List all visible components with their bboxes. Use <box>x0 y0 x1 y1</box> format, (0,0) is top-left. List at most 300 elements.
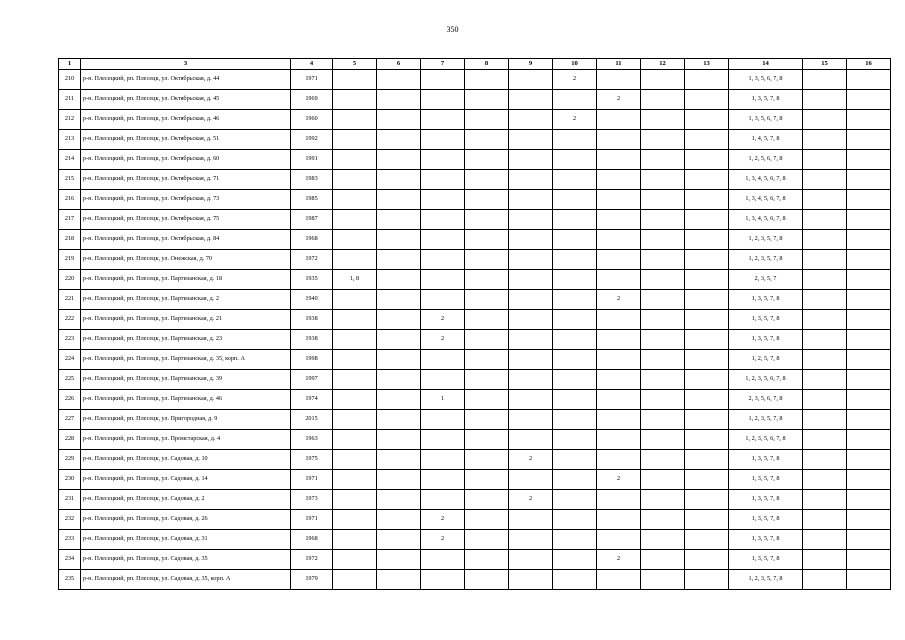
table-cell <box>333 130 377 150</box>
table-cell <box>597 310 641 330</box>
table-cell <box>641 210 685 230</box>
table-cell <box>509 430 553 450</box>
column-header: 3 <box>81 59 291 70</box>
table-row <box>59 150 891 170</box>
year-cell: 1985 <box>291 190 333 210</box>
row-number-cell: 227 <box>59 410 81 430</box>
table-cell <box>847 490 891 510</box>
table-cell <box>465 190 509 210</box>
table-cell <box>333 250 377 270</box>
row-number-cell: 215 <box>59 170 81 190</box>
table-row <box>59 490 891 510</box>
table-cell <box>553 310 597 330</box>
table-cell: 2, 3, 5, 7 <box>729 270 803 290</box>
table-row <box>59 370 891 390</box>
table-cell <box>421 70 465 90</box>
table-row <box>59 130 891 150</box>
column-header: 8 <box>465 59 509 70</box>
year-cell: 1991 <box>291 150 333 170</box>
table-cell: 1, 8 <box>333 270 377 290</box>
table-cell <box>421 210 465 230</box>
table-cell <box>847 70 891 90</box>
table-cell <box>509 550 553 570</box>
table-cell <box>803 390 847 410</box>
table-cell <box>803 570 847 590</box>
address-cell: р-н. Плесецкий, рп. Плесецк, ул. Партизанская, д. 18 <box>81 270 291 290</box>
table-cell <box>333 90 377 110</box>
row-number-cell: 220 <box>59 270 81 290</box>
table-cell <box>597 250 641 270</box>
table-cell <box>553 430 597 450</box>
table-cell <box>847 110 891 130</box>
table-row <box>59 430 891 450</box>
table-cell <box>685 250 729 270</box>
table-body <box>59 70 891 590</box>
table-cell <box>597 150 641 170</box>
table-cell <box>685 130 729 150</box>
table-cell <box>803 190 847 210</box>
table-cell <box>553 90 597 110</box>
table-cell <box>509 90 553 110</box>
year-cell: 1938 <box>291 330 333 350</box>
table-row <box>59 390 891 410</box>
table-cell <box>377 470 421 490</box>
table-cell <box>685 390 729 410</box>
table-cell: 2 <box>421 510 465 530</box>
table-cell <box>553 210 597 230</box>
table-cell <box>465 70 509 90</box>
year-cell: 1935 <box>291 270 333 290</box>
table-cell: 2 <box>509 490 553 510</box>
address-cell: р-н. Плесецкий, рп. Плесецк, ул. Октябрьская, д. 46 <box>81 110 291 130</box>
table-cell <box>553 250 597 270</box>
table-cell <box>509 530 553 550</box>
table-cell <box>847 450 891 470</box>
column-header: 7 <box>421 59 465 70</box>
table-cell <box>465 170 509 190</box>
table-cell: 1, 2, 3, 5, 7, 8 <box>729 570 803 590</box>
table-cell <box>847 470 891 490</box>
table-row <box>59 70 891 90</box>
table-cell <box>553 490 597 510</box>
table-cell <box>553 150 597 170</box>
table-cell: 1, 2, 3, 5, 6, 7, 8 <box>729 370 803 390</box>
table-cell <box>553 170 597 190</box>
table-cell: 2 <box>597 90 641 110</box>
table-cell <box>465 330 509 350</box>
table-cell <box>509 350 553 370</box>
table-cell <box>509 210 553 230</box>
table-cell <box>685 510 729 530</box>
table-cell <box>509 250 553 270</box>
table-cell <box>553 370 597 390</box>
table-row <box>59 470 891 490</box>
table-cell <box>333 510 377 530</box>
table-cell <box>553 350 597 370</box>
table-cell <box>509 150 553 170</box>
table-cell <box>803 210 847 230</box>
table-cell <box>641 230 685 250</box>
table-cell: 1, 3, 5, 6, 7, 8 <box>729 110 803 130</box>
row-number-cell: 221 <box>59 290 81 310</box>
address-cell: р-н. Плесецкий, рп. Плесецк, ул. Садовая, д. 35 <box>81 550 291 570</box>
table-cell <box>333 210 377 230</box>
table-cell <box>465 450 509 470</box>
table-cell <box>465 270 509 290</box>
table-cell <box>803 90 847 110</box>
year-cell: 1992 <box>291 130 333 150</box>
table-cell <box>377 510 421 530</box>
table-cell <box>685 230 729 250</box>
table-cell <box>465 470 509 490</box>
table-row <box>59 310 891 330</box>
table-cell <box>377 130 421 150</box>
row-number-cell: 218 <box>59 230 81 250</box>
table-cell <box>333 470 377 490</box>
row-number-cell: 231 <box>59 490 81 510</box>
table-cell: 2 <box>553 70 597 90</box>
table-cell <box>597 70 641 90</box>
table-cell: 2 <box>553 110 597 130</box>
table-cell <box>847 370 891 390</box>
table-cell <box>641 390 685 410</box>
table-cell <box>641 530 685 550</box>
table-cell <box>685 550 729 570</box>
table-cell <box>509 190 553 210</box>
table-row <box>59 270 891 290</box>
table-cell <box>333 410 377 430</box>
table-cell <box>333 550 377 570</box>
table-cell <box>641 410 685 430</box>
table-cell <box>685 210 729 230</box>
table-row <box>59 230 891 250</box>
table-cell <box>333 190 377 210</box>
table-cell <box>847 390 891 410</box>
table-cell <box>465 90 509 110</box>
table-cell: 1, 3, 5, 7, 8 <box>729 510 803 530</box>
table-cell <box>597 490 641 510</box>
table-cell: 1, 3, 5, 7, 8 <box>729 90 803 110</box>
table-cell <box>333 570 377 590</box>
row-number-cell: 225 <box>59 370 81 390</box>
table-cell <box>333 150 377 170</box>
table-cell <box>421 130 465 150</box>
table-row <box>59 510 891 530</box>
table-cell <box>509 410 553 430</box>
table-cell <box>641 510 685 530</box>
table-cell <box>685 110 729 130</box>
address-cell: р-н. Плесецкий, рп. Плесецк, ул. Партизанская, д. 21 <box>81 310 291 330</box>
table-cell <box>847 230 891 250</box>
table-cell <box>377 330 421 350</box>
table-cell <box>553 330 597 350</box>
table-cell: 1, 2, 5, 7, 8 <box>729 350 803 370</box>
table-cell <box>685 330 729 350</box>
table-row <box>59 250 891 270</box>
table-cell <box>421 110 465 130</box>
table-cell <box>553 570 597 590</box>
table-cell: 1, 2, 3, 5, 7, 8 <box>729 410 803 430</box>
address-cell: р-н. Плесецкий, рп. Плесецк, ул. Садовая, д. 26 <box>81 510 291 530</box>
table-cell <box>685 350 729 370</box>
table-cell <box>465 130 509 150</box>
table-cell <box>641 330 685 350</box>
table-cell <box>803 270 847 290</box>
table-cell <box>641 450 685 470</box>
table-cell: 1, 2, 3, 5, 7, 8 <box>729 250 803 270</box>
year-cell: 1973 <box>291 490 333 510</box>
table-cell <box>377 110 421 130</box>
page-number: 350 <box>446 25 459 34</box>
table-cell <box>685 410 729 430</box>
table-cell <box>803 110 847 130</box>
table-cell <box>847 90 891 110</box>
table-cell <box>803 370 847 390</box>
table-cell <box>685 490 729 510</box>
table-cell <box>597 230 641 250</box>
address-cell: р-н. Плесецкий, рп. Плесецк, ул. Октябрьская, д. 60 <box>81 150 291 170</box>
table-cell: 1, 3, 4, 5, 6, 7, 8 <box>729 170 803 190</box>
table-cell <box>597 570 641 590</box>
table-cell <box>641 350 685 370</box>
table-cell <box>803 230 847 250</box>
column-header: 1 <box>59 59 81 70</box>
table-cell <box>597 270 641 290</box>
table-cell <box>641 470 685 490</box>
table-cell: 1, 3, 5, 7, 8 <box>729 310 803 330</box>
table-cell <box>465 530 509 550</box>
column-header: 11 <box>597 59 641 70</box>
table-cell <box>377 450 421 470</box>
row-number-cell: 226 <box>59 390 81 410</box>
table-cell <box>333 290 377 310</box>
table-cell <box>641 550 685 570</box>
row-number-cell: 214 <box>59 150 81 170</box>
table-cell <box>847 310 891 330</box>
table-cell <box>847 250 891 270</box>
address-cell: р-н. Плесецкий, рп. Плесецк, ул. Октябрьская, д. 84 <box>81 230 291 250</box>
row-number-cell: 224 <box>59 350 81 370</box>
year-cell: 1960 <box>291 110 333 130</box>
table-cell <box>421 550 465 570</box>
table-cell: 1, 3, 5, 7, 8 <box>729 450 803 470</box>
table-cell <box>377 310 421 330</box>
year-cell: 1971 <box>291 70 333 90</box>
table-cell <box>421 410 465 430</box>
year-cell: 1968 <box>291 530 333 550</box>
table-cell <box>509 390 553 410</box>
column-header: 13 <box>685 59 729 70</box>
table-cell <box>597 450 641 470</box>
table-cell <box>377 490 421 510</box>
table-row <box>59 530 891 550</box>
table-cell <box>465 210 509 230</box>
year-cell: 1969 <box>291 90 333 110</box>
table-cell <box>553 190 597 210</box>
table-cell <box>597 410 641 430</box>
table-cell <box>685 530 729 550</box>
table-cell <box>847 510 891 530</box>
table-cell <box>333 530 377 550</box>
table-cell <box>847 530 891 550</box>
table-cell <box>421 170 465 190</box>
table-cell <box>509 370 553 390</box>
table-cell <box>803 550 847 570</box>
table-cell <box>377 230 421 250</box>
table-cell <box>377 70 421 90</box>
table-cell <box>333 430 377 450</box>
table-cell <box>597 170 641 190</box>
table-cell <box>847 410 891 430</box>
table-cell <box>465 410 509 430</box>
table-cell <box>553 270 597 290</box>
table-cell <box>465 110 509 130</box>
address-cell: р-н. Плесецкий, рп. Плесецк, ул. Промстарская, д. 4 <box>81 430 291 450</box>
table-cell <box>421 250 465 270</box>
table-row <box>59 110 891 130</box>
table-row <box>59 210 891 230</box>
table-cell <box>509 470 553 490</box>
table-cell <box>553 230 597 250</box>
table-cell <box>421 350 465 370</box>
year-cell: 1998 <box>291 350 333 370</box>
table-cell <box>509 270 553 290</box>
table-cell <box>509 310 553 330</box>
housing-registry-table <box>58 58 891 590</box>
table-cell <box>597 370 641 390</box>
table-row <box>59 410 891 430</box>
address-cell: р-н. Плесецкий, рп. Плесецк, ул. Партизанская, д. 35, корп. А <box>81 350 291 370</box>
table-cell <box>641 190 685 210</box>
table-cell <box>641 370 685 390</box>
year-cell: 1963 <box>291 430 333 450</box>
table-cell: 1, 3, 4, 5, 6, 7, 8 <box>729 210 803 230</box>
column-header: 5 <box>333 59 377 70</box>
table-cell <box>847 170 891 190</box>
table-cell <box>641 130 685 150</box>
table-cell <box>641 90 685 110</box>
table-cell <box>847 150 891 170</box>
table-cell <box>597 350 641 370</box>
table-cell <box>421 570 465 590</box>
table-cell <box>685 430 729 450</box>
table-cell: 1, 3, 5, 7, 8 <box>729 550 803 570</box>
table-cell: 2 <box>421 330 465 350</box>
table-cell <box>333 390 377 410</box>
table-cell: 2 <box>597 470 641 490</box>
table-cell <box>333 310 377 330</box>
address-cell: р-н. Плесецкий, рп. Плесецк, ул. Онежская, д. 70 <box>81 250 291 270</box>
table-cell <box>465 230 509 250</box>
table-cell <box>421 190 465 210</box>
table-cell <box>421 90 465 110</box>
address-cell: р-н. Плесецкий, рп. Плесецк, ул. Октябрьская, д. 45 <box>81 90 291 110</box>
table-row <box>59 450 891 470</box>
table-cell <box>803 350 847 370</box>
table-cell: 1 <box>421 390 465 410</box>
table-cell <box>465 430 509 450</box>
address-cell: р-н. Плесецкий, рп. Плесецк, ул. Октябрьская, д. 44 <box>81 70 291 90</box>
table-cell <box>465 550 509 570</box>
table-cell <box>421 370 465 390</box>
row-number-cell: 211 <box>59 90 81 110</box>
year-cell: 1971 <box>291 510 333 530</box>
table-cell <box>641 250 685 270</box>
table-cell <box>421 430 465 450</box>
table-cell <box>509 230 553 250</box>
table-row <box>59 90 891 110</box>
table-cell <box>685 370 729 390</box>
table-cell <box>685 450 729 470</box>
table-cell <box>803 470 847 490</box>
table-cell <box>553 510 597 530</box>
table-cell <box>377 290 421 310</box>
table-cell <box>803 290 847 310</box>
year-cell: 1979 <box>291 570 333 590</box>
table-cell <box>597 190 641 210</box>
table-cell <box>333 170 377 190</box>
address-cell: р-н. Плесецкий, рп. Плесецк, ул. Партизанская, д. 46 <box>81 390 291 410</box>
table-cell <box>685 270 729 290</box>
table-cell <box>465 390 509 410</box>
table-cell <box>377 350 421 370</box>
address-cell: р-н. Плесецкий, рп. Плесецк, ул. Октябрьская, д. 51 <box>81 130 291 150</box>
table-cell <box>553 470 597 490</box>
address-cell: р-н. Плесецкий, рп. Плесецк, ул. Садовая, д. 2 <box>81 490 291 510</box>
table-cell <box>847 330 891 350</box>
table-cell <box>641 570 685 590</box>
table-cell <box>377 530 421 550</box>
year-cell: 1971 <box>291 470 333 490</box>
address-cell: р-н. Плесецкий, рп. Плесецк, ул. Пригородная, д. 9 <box>81 410 291 430</box>
table-cell <box>597 530 641 550</box>
row-number-cell: 223 <box>59 330 81 350</box>
year-cell: 1972 <box>291 250 333 270</box>
table-cell: 2 <box>509 450 553 470</box>
table-cell <box>333 450 377 470</box>
table-cell <box>509 170 553 190</box>
table-row <box>59 570 891 590</box>
table-cell <box>641 150 685 170</box>
table-cell <box>465 290 509 310</box>
table-cell <box>509 330 553 350</box>
table-cell <box>377 170 421 190</box>
table-cell: 1, 2, 5, 6, 7, 8 <box>729 150 803 170</box>
address-cell: р-н. Плесецкий, рп. Плесецк, ул. Октябрьская, д. 71 <box>81 170 291 190</box>
table-cell <box>685 170 729 190</box>
table-cell <box>377 90 421 110</box>
table-cell <box>421 230 465 250</box>
column-header: 9 <box>509 59 553 70</box>
address-cell: р-н. Плесецкий, рп. Плесецк, ул. Садовая, д. 35, корп. А <box>81 570 291 590</box>
table-cell <box>465 150 509 170</box>
table-cell <box>553 530 597 550</box>
column-header: 14 <box>729 59 803 70</box>
table-cell <box>641 170 685 190</box>
table-cell <box>333 350 377 370</box>
table-cell: 1, 3, 4, 5, 6, 7, 8 <box>729 190 803 210</box>
row-number-cell: 230 <box>59 470 81 490</box>
table-cell <box>465 570 509 590</box>
row-number-cell: 233 <box>59 530 81 550</box>
table-cell <box>803 250 847 270</box>
table-cell <box>597 510 641 530</box>
table-row <box>59 170 891 190</box>
year-cell: 1975 <box>291 450 333 470</box>
table-cell <box>803 490 847 510</box>
table-cell <box>465 490 509 510</box>
column-header: 6 <box>377 59 421 70</box>
